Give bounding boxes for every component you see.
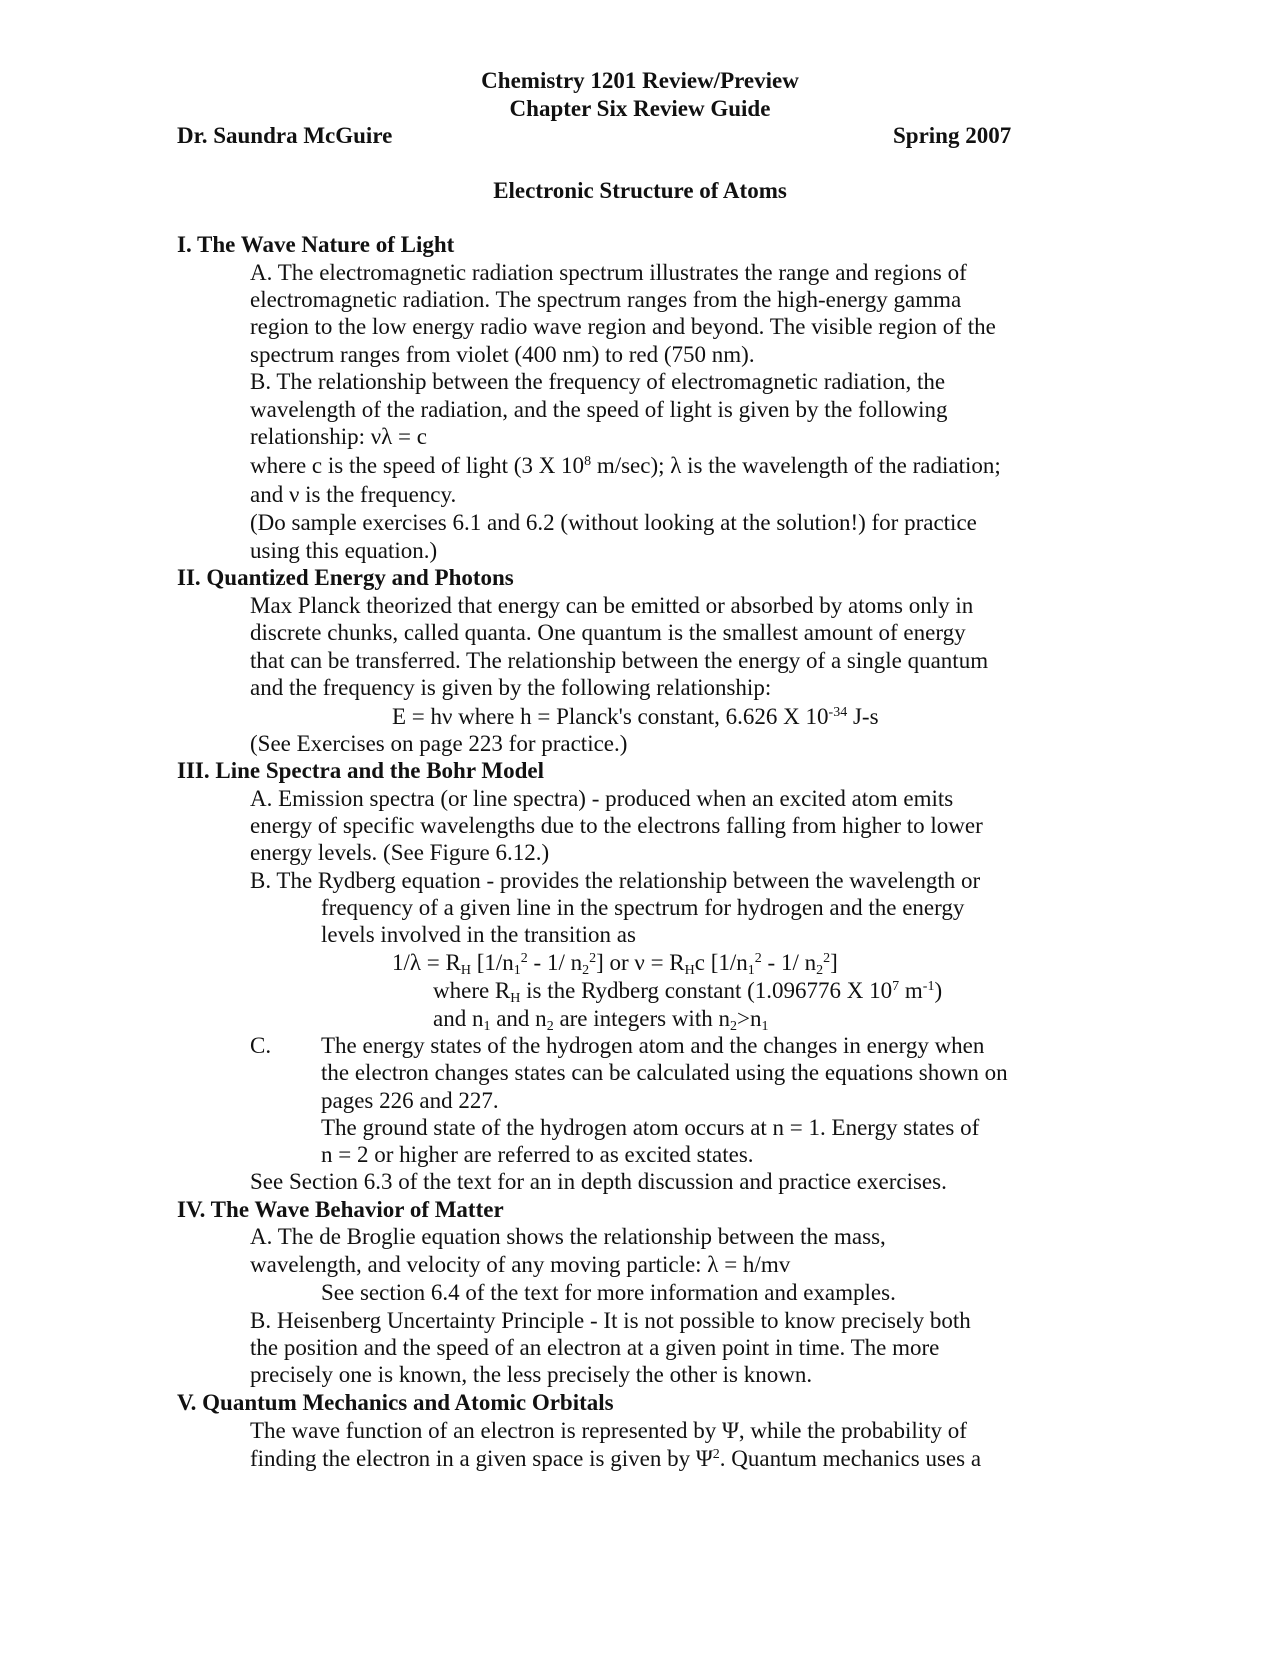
section-1-line: (Do sample exercises 6.1 and 6.2 (without looking at the solution!) for practice [250,510,977,535]
section-2-line: Max Planck theorized that energy can be emitted or absorbed by atoms only in [250,593,974,618]
guide-title: Chapter Six Review Guide [509,96,771,121]
rydberg-constant-line: where $R_H$ is the Rydberg constant (1.096776 X $10^7$ $m^{-1}$) [433,978,943,1006]
section-1-line: spectrum ranges from violet (400 nm) to red (750 nm). [250,342,755,367]
section-5-line: The wave function of an electron is represented by Ψ, while the probability of [250,1418,967,1443]
instructor-name: Dr. Saundra McGuire [177,123,393,148]
section-3-line: energy of specific wavelengths due to the electrons falling from higher to lower [250,813,983,838]
section-2-line: and the frequency is given by the following relationship: [250,675,772,700]
section-2-line: (See Exercises on page 223 for practice.) [250,731,628,756]
section-2-heading: II. Quantized Energy and Photons [177,565,514,590]
section-3-line: A. Emission spectra (or line spectra) - produced when an excited atom emits [250,786,954,811]
section-5-line: finding the electron in a given space is given by $\Psi^2$. Quantum mechanics uses a [250,1446,982,1471]
section-1-line: region to the low energy radio wave region and beyond. The visible region of the [250,314,996,339]
rydberg-equation: $1/\lambda = R_H$ [$1/n_1^2 - 1/$ $n_2^2$] or $\nu = R_Hc$ [$1/n_1^2 - 1/$ $n_2^2$] [392,950,838,978]
section-3-line: pages 226 and 227. [321,1088,499,1113]
section-3-line: The energy states of the hydrogen atom and the changes in energy when [321,1033,985,1058]
frequency-equation: relationship: νλ = c [250,424,427,449]
section-4-line: B. Heisenberg Uncertainty Principle - It is not possible to know precisely both [250,1308,971,1333]
section-3-line: n = 2 or higher are referred to as excited states. [321,1142,754,1167]
section-1-line: using this equation.) [250,538,438,563]
section-3-line: See Section 6.3 of the text for an in depth discussion and practice exercises. [250,1169,947,1194]
section-4-line: See section 6.4 of the text for more information and examples. [321,1280,896,1305]
section-2-line: that can be transferred. The relationship between the energy of a single quantum [250,648,989,673]
item-c-label: C. [250,1033,272,1058]
section-3-line: B. The Rydberg equation - provides the relationship between the wavelength or [250,868,981,893]
section-5-heading: V. Quantum Mechanics and Atomic Orbitals [177,1390,614,1415]
section-1-line: and ν is the frequency. [250,482,457,507]
section-4-heading: IV. The Wave Behavior of Matter [177,1197,504,1222]
term: Spring 2007 [893,123,1012,148]
section-1-line: electromagnetic radiation. The spectrum ranges from the high-energy gamma [250,287,962,312]
section-3-heading: III. Line Spectra and the Bohr Model [177,758,544,783]
section-1-line: wavelength of the radiation, and the speed of light is given by the following [250,397,948,422]
section-2-line: discrete chunks, called quanta. One quantum is the smallest amount of energy [250,620,966,645]
section-4-line: A. The de Broglie equation shows the relationship between the mass, [250,1224,886,1249]
section-1-line: B. The relationship between the frequency of electromagnetic radiation, the [250,369,946,394]
section-4-line: the position and the speed of an electron at a given point in time. The more [250,1335,940,1360]
section-4-line: precisely one is known, the less precisely the other is known. [250,1362,813,1387]
section-3-line: the electron changes states can be calculated using the equations shown on [321,1060,1008,1085]
section-3-line: energy levels. (See Figure 6.12.) [250,840,550,865]
section-3-line: levels involved in the transition as [321,922,636,947]
planck-equation: E = hν where h = Planck's constant, 6.626 X $10^{-34}$ J-s [392,704,879,729]
integers-line: and $n_1$ and $n_2$ are integers with $n_2>n_1$ [433,1006,769,1034]
section-1-line: A. The electromagnetic radiation spectrum illustrates the range and regions of [250,260,967,285]
speed-of-light-line: where c is the speed of light (3 X $10^8$ m/sec); λ is the wavelength of the radiation; [250,453,1001,478]
course-title: Chemistry 1201 Review/Preview [481,68,799,93]
section-3-line: frequency of a given line in the spectrum for hydrogen and the energy [321,895,965,920]
de-broglie-line: wavelength, and velocity of any moving particle: λ = h/mv [250,1252,791,1277]
section-1-heading: I. The Wave Nature of Light [177,232,455,257]
document-title: Electronic Structure of Atoms [493,178,787,203]
section-3-line: The ground state of the hydrogen atom occurs at n = 1. Energy states of [321,1115,980,1140]
